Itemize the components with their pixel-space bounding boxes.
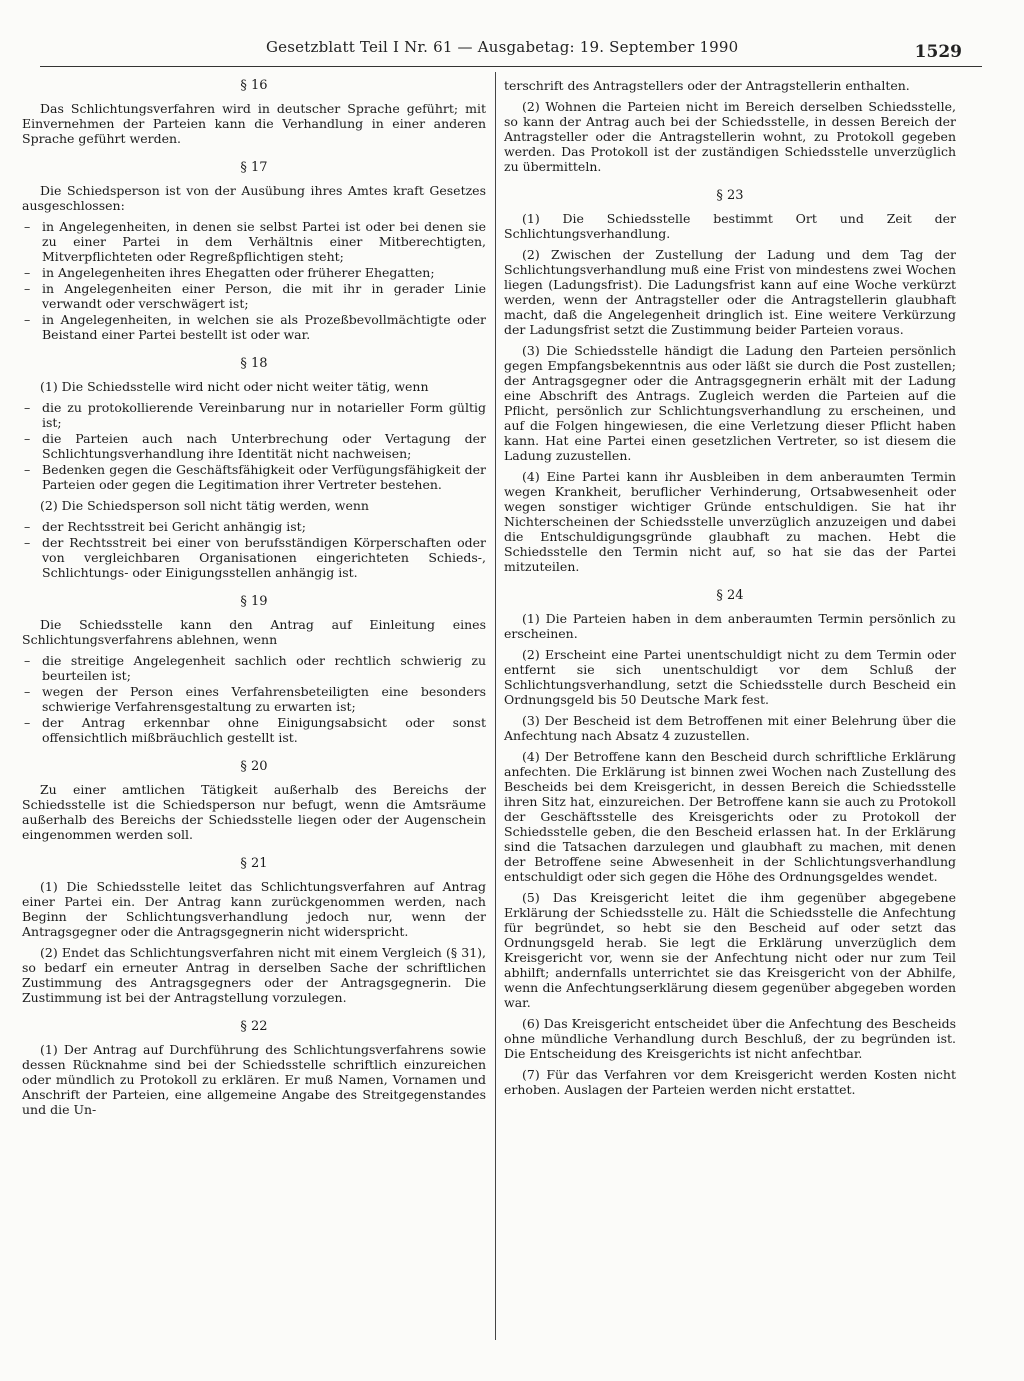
section-16-paragraph: Das Schlichtungsverfahren wird in deutscher Sprache geführt; mit Einvernehmen der Parteien kann die Verhandlung in einer anderen Sprache geführt werden. [22,101,486,146]
section-24-heading: § 24 [716,588,744,603]
column-divider [495,72,496,1340]
list-item: – der Rechtsstreit bei Gericht anhängig ist; [22,519,486,534]
section-21-paragraph-2: (2) Endet das Schlichtungsverfahren nicht mit einem Vergleich (§ 31), so bedarf ein erneuter Antrag in derselben Sache der schriftlichen Zustimmung des Antragsgegners oder der Antragsgegnerin. Die Zustimmung ist bei der Antragstellung vorzulegen. [22,945,486,1005]
list-item: – der Antrag erkennbar ohne Einigungsabsicht oder sonst offensichtlich mißbräuchlich gestellt ist. [22,715,486,745]
list-item: – in Angelegenheiten einer Person, die mit ihr in gerader Linie verwandt oder verschwägert ist; [22,281,486,311]
header-title: Gesetzblatt Teil I Nr. 61 — Ausgabetag: 19. September 1990 [266,38,739,56]
section-18-heading: § 18 [240,356,268,371]
list-item: – die zu protokollierende Vereinbarung nur in notarieller Form gültig ist; [22,400,486,430]
section-22-paragraph-1: (1) Der Antrag auf Durchführung des Schlichtungsverfahrens sowie dessen Rücknahme sind bei der Schiedsstelle schriftlich einzureichen oder mündlich zu Protokoll zu erklären. Er muß Namen, Vornamen und Anschrift der Parteien, eine allgemeine Angabe des Streitgegenstandes und die Un- [22,1042,486,1117]
section-24-paragraph-1: (1) Die Parteien haben in dem anberaumten Termin persönlich zu erscheinen. [504,611,956,641]
section-17-list [22,219,486,342]
section-24-paragraph-3: (3) Der Bescheid ist dem Betroffenen mit einer Belehrung über die Anfechtung nach Absatz 4 zuzustellen. [504,713,956,743]
section-19-intro: Die Schiedsstelle kann den Antrag auf Einleitung eines Schlichtungsverfahrens ablehnen, wenn [22,617,486,647]
section-17-intro: Die Schiedsperson ist von der Ausübung ihres Amtes kraft Gesetzes ausgeschlossen: [22,183,486,213]
section-23-paragraph-2: (2) Zwischen der Zustellung der Ladung und dem Tag der Schlichtungsverhandlung muß eine Frist von mindestens zwei Wochen liegen (Ladungsfrist). Die Ladungsfrist kann auf eine Woche verkürzt werden, wenn der Antragsteller oder die Antragstellerin glaubhaft macht, daß die Angelegenheit dringlich ist. Eine weitere Verkürzung der Ladungsfrist setzt die Zustimmung beider Parteien voraus. [504,247,956,337]
section-18-paragraph-1: (1) Die Schiedsstelle wird nicht oder nicht weiter tätig, wenn [40,379,429,394]
section-18-list-1 [22,400,486,492]
section-21-heading: § 21 [240,856,268,871]
section-18-list-2 [22,519,486,580]
right-column [504,78,956,1103]
list-item: – der Rechtsstreit bei einer von berufsständigen Körperschaften oder von vergleichbaren Organisationen eingerichteten Schieds-, Schlichtungs- oder Einigungsstellen anhängig ist. [22,535,486,580]
section-16-heading: § 16 [240,78,268,93]
section-22-paragraph-2: (2) Wohnen die Parteien nicht im Bereich derselben Schiedsstelle, so kann der Antrag auch bei der Schiedsstelle, in dessen Bereich der Antragsteller oder die Antragstellerin wohnt, zu Protokoll gegeben werden. Das Protokoll ist der zuständigen Schiedsstelle unverzüglich zu übermitteln. [504,99,956,174]
list-item: – wegen der Person eines Verfahrensbeteiligten eine besonders schwierige Verfahrensgestaltung zu erwarten ist; [22,684,486,714]
section-22-heading: § 22 [240,1019,268,1034]
section-24-paragraph-4: (4) Der Betroffene kann den Bescheid durch schriftliche Erklärung anfechten. Die Erklärung ist binnen zwei Wochen nach Zustellung des Bescheids bei dem Kreisgericht, in dessen Bereich die Schiedsstelle ihren Sitz hat, einzureichen. Der Betroffene kann sie auch zu Protokoll der Geschäftsstelle des Kreisgerichts oder zu Protokoll der Schiedsstelle geben, die den Bescheid erlassen hat. In der Erklärung sind die Tatsachen darzulegen und glaubhaft zu machen, mit denen der Betroffene seine Abwesenheit in der Schlichtungsverhandlung entschuldigt oder sich gegen die Höhe des Ordnungsgeldes wendet. [504,749,956,884]
left-column [22,78,486,1123]
section-23-paragraph-3: (3) Die Schiedsstelle händigt die Ladung den Parteien persönlich gegen Empfangsbekenntnis aus oder läßt sie durch die Post zustellen; der Antragsgegner oder die Antragsgegnerin erhält mit der Ladung eine Abschrift des Antrags. Zugleich werden die Parteien auf die Pflicht, persönlich zur Schlichtungsverhandlung zu erscheinen, und auf die Folgen hingewiesen, die eine Verletzung dieser Pflicht haben kann. Hat eine Partei einen gesetzlichen Vertreter, so ist diesem die Ladung zuzustellen. [504,343,956,463]
header-rule [40,66,982,67]
list-item: – in Angelegenheiten ihres Ehegatten oder früherer Ehegatten; [22,265,486,280]
section-17-heading: § 17 [240,160,268,175]
section-23-paragraph-4: (4) Eine Partei kann ihr Ausbleiben in dem anberaumten Termin wegen Krankheit, beruflicher Verhinderung, Ortsabwesenheit oder wegen sonstiger wichtiger Gründe entschuldigen. Sie hat ihr Nichterscheinen der Schiedsstelle unverzüglich anzuzeigen und dabei die Entschuldigungsgründe glaubhaft zu machen. Hebt die Schiedsstelle den Termin nicht auf, so hat sie das der Partei mitzuteilen. [504,469,956,574]
section-24-paragraph-5: (5) Das Kreisgericht leitet die ihm gegenüber abgegebene Erklärung der Schiedsstelle zu. Hält die Schiedsstelle die Anfechtung für begründet, so hebt sie den Bescheid auf oder setzt das Ordnungsgeld herab. Sie legt die Erklärung unverzüglich dem Kreisgericht vor, wenn sie der Anfechtung nicht oder nur zum Teil abhilft; andernfalls unterrichtet sie das Kreisgericht von der Abhilfe, wenn die Anfechtungserklärung diesem gegenüber abgegeben worden war. [504,890,956,1010]
list-item: – die streitige Angelegenheit sachlich oder rechtlich schwierig zu beurteilen ist; [22,653,486,683]
list-item: – in Angelegenheiten, in welchen sie als Prozeßbevollmächtigte oder Beistand einer Partei bestellt ist oder war. [22,312,486,342]
list-item: – in Angelegenheiten, in denen sie selbst Partei ist oder bei denen sie zu einer Partei in dem Verhältnis einer Mitberechtigten, Mitverpflichteten oder Regreßpflichtigen steht; [22,219,486,264]
section-22-continuation: terschrift des Antragstellers oder der Antragstellerin enthalten. [504,78,910,93]
section-24-paragraph-6: (6) Das Kreisgericht entscheidet über die Anfechtung des Bescheids ohne mündliche Verhandlung durch Beschluß, der zu begründen ist. Die Entscheidung des Kreisgerichts ist nicht anfechtbar. [504,1016,956,1061]
section-18-paragraph-2: (2) Die Schiedsperson soll nicht tätig werden, wenn [40,498,369,513]
section-19-list [22,653,486,745]
section-23-heading: § 23 [716,188,744,203]
list-item: – Bedenken gegen die Geschäftsfähigkeit oder Verfügungsfähigkeit der Parteien oder gegen die Legitimation ihrer Vertreter bestehen. [22,462,486,492]
page-number: 1529 [914,42,962,62]
section-23-paragraph-1: (1) Die Schiedsstelle bestimmt Ort und Zeit der Schlichtungsverhandlung. [504,211,956,241]
section-21-paragraph-1: (1) Die Schiedsstelle leitet das Schlichtungsverfahren auf Antrag einer Partei ein. Der Antrag kann zurückgenommen werden, nach Beginn der Schlichtungsverhandlung jedoch nur, wenn der Antragsgegner oder die Antragsgegnerin nicht widerspricht. [22,879,486,939]
list-item: – die Parteien auch nach Unterbrechung oder Vertagung der Schlichtungsverhandlung ihre Identität nicht nachweisen; [22,431,486,461]
page-header [40,28,982,72]
section-24-paragraph-2: (2) Erscheint eine Partei unentschuldigt nicht zu dem Termin oder entfernt sie sich unentschuldigt vor dem Schluß der Schlichtungsverhandlung, setzt die Schiedsstelle durch Bescheid ein Ordnungsgeld bis 50 Deutsche Mark fest. [504,647,956,707]
section-20-paragraph: Zu einer amtlichen Tätigkeit außerhalb des Bereichs der Schiedsstelle ist die Schiedsperson nur befugt, wenn die Amtsräume außerhalb des Bereichs der Schiedsstelle liegen oder der Augenschein eingenommen werden soll. [22,782,486,842]
section-19-heading: § 19 [240,594,268,609]
section-24-paragraph-7: (7) Für das Verfahren vor dem Kreisgericht werden Kosten nicht erhoben. Auslagen der Parteien werden nicht erstattet. [504,1067,956,1097]
section-20-heading: § 20 [240,759,268,774]
